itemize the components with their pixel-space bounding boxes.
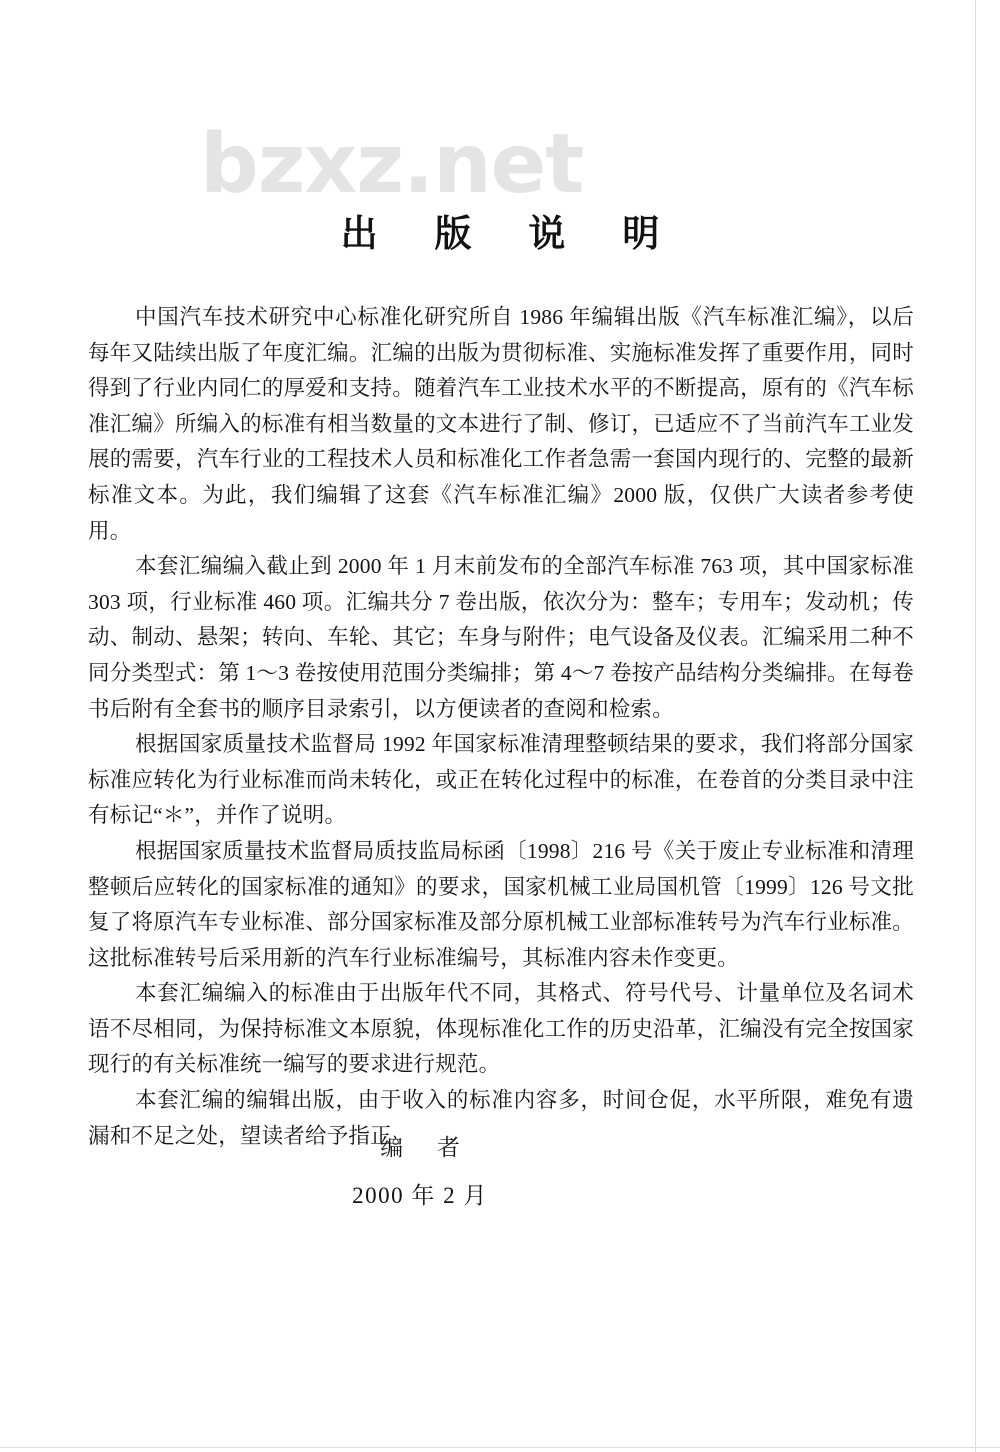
body-text <box>88 300 914 1154</box>
page-title: 出 版 说 明 <box>340 212 682 255</box>
paragraph: 本套汇编编入截止到 2000 年 1 月末前发布的全部汽车标准 763 项，其中国家标准 303 项，行业标准 460 项。汇编共分 7 卷出版，依次分为：整车；专用车；发动机；传动、制动、悬架；转向、车轮、其它；车身与附件；电气设备及仪表。汇编采用二种不同分类型式：第 1～3 卷按使用范围分类编排；第 4～7 卷按产品结构分类编排。在每卷书后附有全套书的顺序目录索引，以方便读者的查阅和检索。 <box>88 554 914 721</box>
paragraph: 根据国家质量技术监督局质技监局标函〔1998〕216 号《关于废止专业标准和清理整顿后应转化的国家标准的通知》的要求，国家机械工业局国机管〔1999〕126 号文批复了将原汽车专业标准、部分国家标准及部分原机械工业部标准转号为汽车行业标准。这批标准转号后采用新的汽车行业标准编号，其标准内容未作变更。 <box>88 838 914 970</box>
signature-date: 2000 年 2 月 <box>352 1182 488 1208</box>
paragraph: 根据国家质量技术监督局 1992 年国家标准清理整顿结果的要求，我们将部分国家标准应转化为行业标准而尚未转化，或正在转化过程中的标准，在卷首的分类目录中注有标记“＊”，并作了说明。 <box>88 732 914 828</box>
signature-author: 编 者 <box>380 1135 474 1160</box>
paragraph: 中国汽车技术研究中心标准化研究所自 1986 年编辑出版《汽车标准汇编》，以后每年又陆续出版了年度汇编。汇编的出版为贯彻标准、实施标准发挥了重要作用，同时得到了行业内同仁的厚爱和支持。随着汽车工业技术水平的不断提高，原有的《汽车标准汇编》所编入的标准有相当数量的文本进行了制、修订，已适应不了当前汽车工业发展的需要，汽车行业的工程技术人员和标准化工作者急需一套国内现行的、完整的最新标准文本。为此，我们编辑了这套《汽车标准汇编》2000 版，仅供广大读者参考使用。 <box>88 305 914 543</box>
scan-edge-bottom <box>0 1447 1000 1448</box>
paragraph: 本套汇编的编辑出版，由于收入的标准内容多，时间仓促，水平所限，难免有遗漏和不足之处，望读者给予指正。 <box>88 1088 914 1148</box>
site-watermark: bzxz.net <box>200 117 584 212</box>
signature-block <box>0 1133 1000 1211</box>
paragraph: 本套汇编编入的标准由于出版年代不同，其格式、符号代号、计量单位及名词术语不尽相同，为保持标准文本原貌，体现标准化工作的历史沿革，汇编没有完全按国家现行的有关标准统一编写的要求进行规范。 <box>88 981 914 1077</box>
